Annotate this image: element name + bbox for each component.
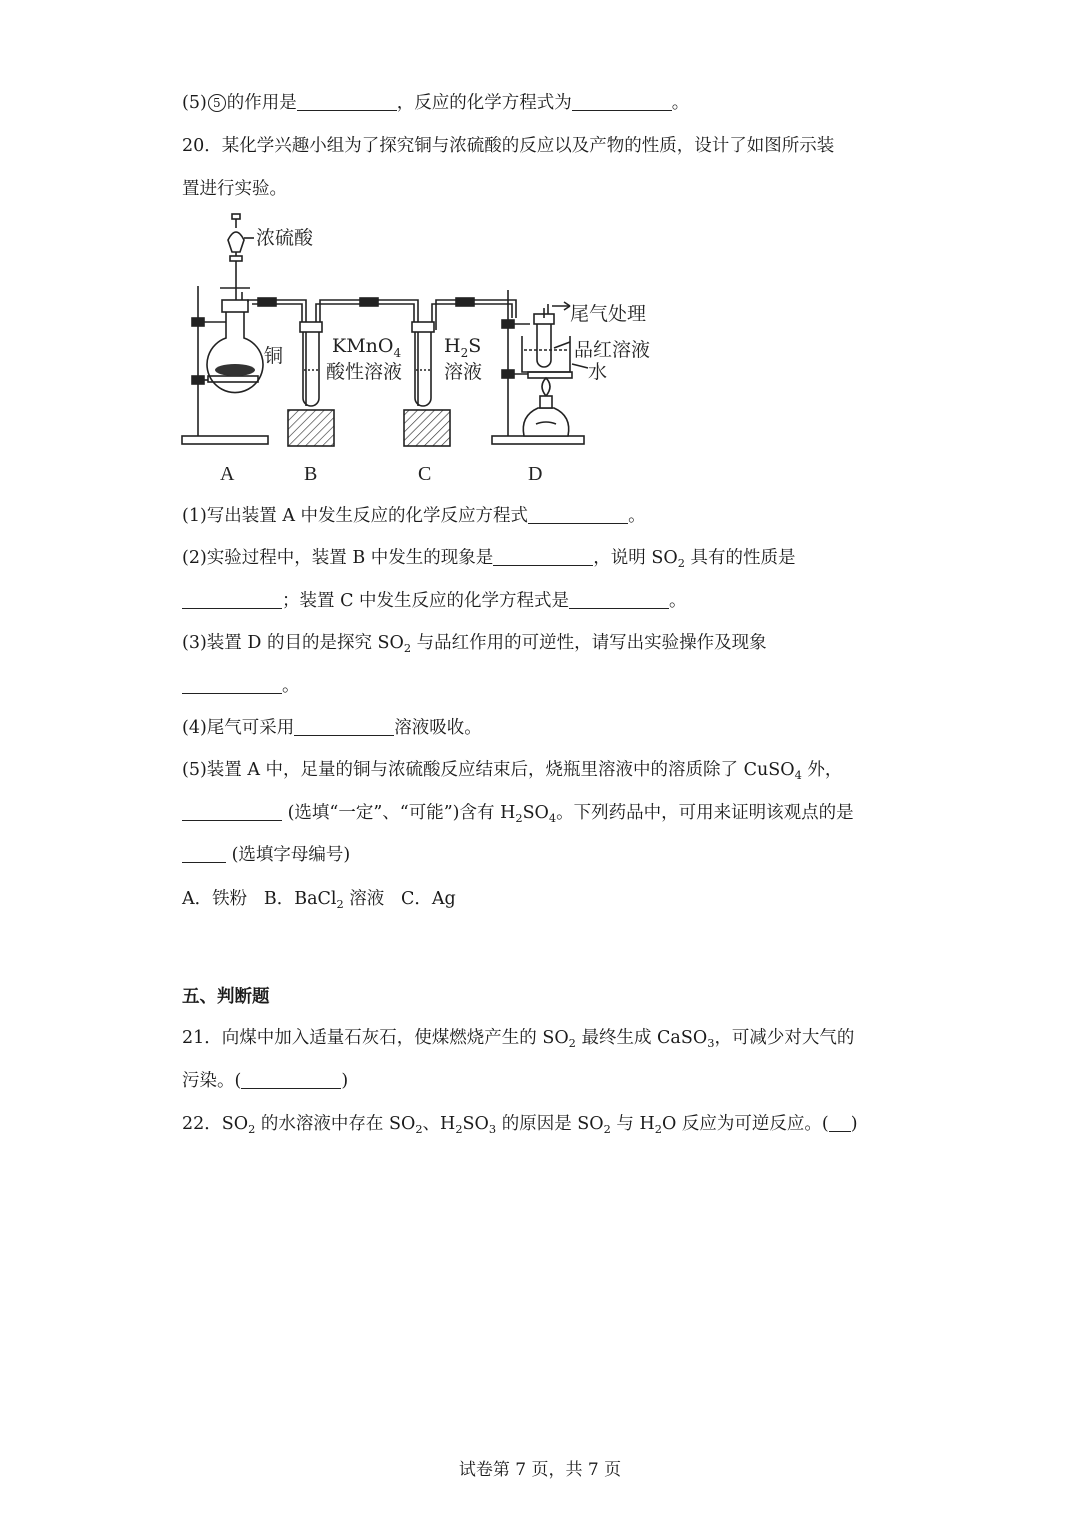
q20-stem-line2: 置进行实验。	[182, 179, 287, 199]
q20-part2-line2: ；装置 C 中发生反应的化学方程式是 。	[182, 588, 687, 614]
label-h2s: $H_2S$	[444, 335, 482, 360]
answer-blank[interactable]	[182, 590, 282, 609]
label-tail-gas: 尾气处理	[570, 303, 647, 325]
letter-c: C	[418, 463, 432, 485]
q20-part5-line3: (选填字母编号)	[182, 842, 350, 868]
alcohol-lamp	[523, 378, 568, 436]
option-a: A．铁粉	[182, 889, 248, 909]
answer-blank[interactable]	[182, 802, 282, 821]
answer-blank[interactable]	[182, 675, 282, 694]
apparatus-diagram	[176, 210, 696, 492]
test-tube-b	[288, 322, 334, 446]
answer-blank[interactable]	[493, 547, 593, 566]
answer-blank[interactable]	[528, 505, 628, 524]
label-copper: 铜	[264, 345, 284, 367]
label-acid: 浓硫酸	[256, 227, 314, 249]
letter-a: A	[220, 463, 235, 485]
answer-blank[interactable]	[572, 92, 672, 111]
q22: 22．$SO_2$ 的水溶液中存在 $SO_2$、$H_2SO_3$ 的原因是 $SO_2$ 与 $H_2O$ 反应为可逆反应。( )	[182, 1114, 858, 1136]
q20-part5-line1: (5)装置 A 中，足量的铜与浓硫酸反应结束后，烧瓶里溶液中的溶质除了 CuSO$_4$ 外，	[182, 760, 843, 782]
q20-part5-line2: (选填“一定”、“可能”)含有 $H_2SO_4$。下列药品中，可用来证明该观点的是	[182, 800, 854, 826]
separatory-funnel	[228, 214, 254, 300]
q20-part1: (1)写出装置 A 中发生反应的化学反应方程式 。	[182, 506, 646, 526]
circled-number: 5	[208, 94, 226, 112]
q20-part3-line2: 。	[182, 673, 300, 699]
letter-d: D	[528, 463, 543, 485]
label-solution: 溶液	[444, 361, 483, 383]
answer-blank[interactable]	[297, 92, 397, 111]
page-footer: 试卷第 7 页，共 7 页	[458, 1460, 622, 1480]
label-pinhong: 品红溶液	[574, 339, 651, 361]
answer-blank[interactable]	[241, 1070, 341, 1089]
option-b: B．BaCl$_2$ 溶液	[263, 889, 385, 911]
answer-blank[interactable]	[294, 717, 394, 736]
option-c: C．Ag	[401, 889, 456, 909]
label-water: 水	[588, 361, 608, 383]
q20-part2-line1: (2)实验过程中，装置 B 中发生的现象是 ，说明 $SO_2$ 具有的性质是	[182, 548, 796, 570]
letter-b: B	[304, 463, 318, 485]
copper-pieces	[215, 364, 255, 376]
q21-line1: 21．向煤中加入适量石灰石，使煤燃烧产生的 $SO_2$ 最终生成 CaSO$_3$，可减少对大气的	[182, 1028, 855, 1050]
label-acidic-solution: 酸性溶液	[326, 361, 403, 383]
q20-options	[182, 886, 456, 912]
q20-stem-line1: 20．某化学兴趣小组为了探究铜与浓硫酸的反应以及产物的性质，设计了如图所示装	[182, 136, 835, 156]
label-kmno4: KMnO$_4$	[332, 335, 402, 360]
answer-blank[interactable]	[182, 844, 226, 863]
q20-part3-line1: (3)装置 D 的目的是探究 $SO_2$ 与品红作用的可逆性，请写出实验操作及现象	[182, 633, 767, 655]
q19-part5: (5) 5 的作用是 ，反应的化学方程式为 。	[182, 93, 690, 113]
section-heading: 五、判断题	[182, 987, 270, 1007]
q21-line2: 污染。( )	[182, 1071, 349, 1091]
answer-blank[interactable]	[829, 1113, 851, 1132]
q20-part4: (4)尾气可采用 溶液吸收。	[182, 718, 482, 738]
connecting-tubes	[242, 292, 516, 330]
answer-blank[interactable]	[569, 590, 669, 609]
